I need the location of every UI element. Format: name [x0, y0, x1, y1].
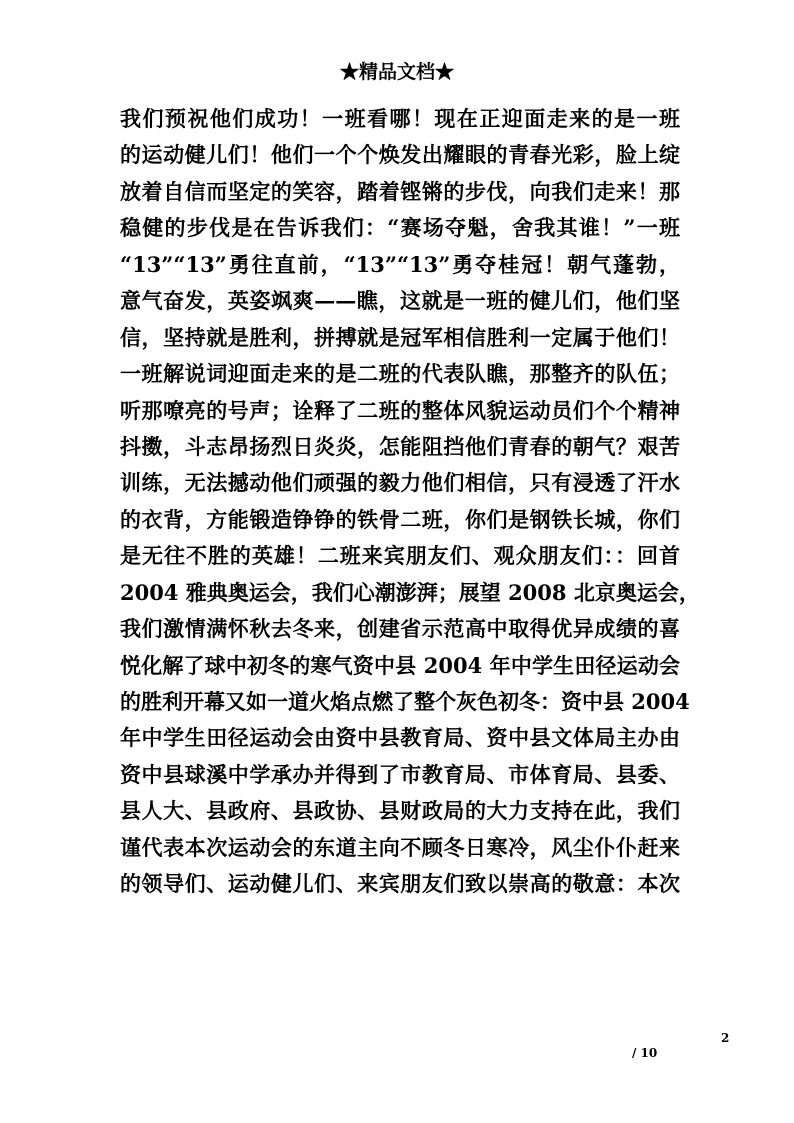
body-line: 悦化解了球中初冬的寒气资中县 2004 年中学生田径运动会 [120, 652, 680, 678]
page-total: / 10 [632, 1046, 658, 1060]
body-line: 信，坚持就是胜利，拼搏就是冠军相信胜利一定属于他们！ [120, 324, 680, 350]
body-line: “13”“13”勇往直前，“13”“13”勇夺桂冠！朝气蓬勃， [120, 251, 680, 277]
body-line: 我们激情满怀秋去冬来，创建省示范高中取得优异成绩的喜 [120, 616, 680, 642]
body-line: 训练，无法撼动他们顽强的毅力他们相信，只有浸透了汗水 [120, 470, 680, 496]
body-line: 的领导们、运动健儿们、来宾朋友们致以崇高的敬意：本次 [120, 871, 680, 897]
body-line: 县人大、县政府、县政协、县财政局的大力支持在此，我们 [120, 798, 680, 824]
page-number: 2 [721, 1031, 730, 1045]
body-line: 的衣背，方能锻造铮铮的铁骨二班，你们是钢铁长城，你们 [120, 506, 680, 532]
body-line: 抖擞，斗志昂扬烈日炎炎，怎能阻挡他们青春的朝气？艰苦 [120, 433, 680, 459]
body-line: 我们预祝他们成功！一班看哪！现在正迎面走来的是一班 [120, 106, 680, 131]
body-line: 是无往不胜的英雄！二班来宾朋友们、观众朋友们：：回首 [120, 543, 680, 569]
document-header-title: ★精品文档★ [339, 61, 454, 83]
body-line: 谨代表本次运动会的东道主向不顾冬日寒冷，风尘仆仆赶来 [120, 834, 680, 860]
body-line: 放着自信而坚定的笑容，踏着铿锵的步伐，向我们走来！那 [120, 178, 680, 204]
body-line: 年中学生田径运动会由资中县教育局、资中县文体局主办由 [120, 725, 680, 751]
body-line: 稳健的步伐是在告诉我们：“赛场夺魁，舍我其谁！”一班 [120, 215, 680, 241]
body-line: 2004 雅典奥运会，我们心潮澎湃；展望 2008 北京奥运会， [120, 579, 700, 605]
body-line: 听那嘹亮的号声；诠释了二班的整体风貌运动员们个个精神 [120, 397, 680, 423]
body-line: 的运动健儿们！他们一个个焕发出耀眼的青春光彩，脸上绽 [120, 142, 680, 168]
body-line: 一班解说词迎面走来的是二班的代表队瞧，那整齐的队伍； [120, 361, 680, 387]
body-line: 的胜利开幕又如一道火焰点燃了整个灰色初冬：资中县 2004 [120, 689, 690, 714]
document-body [120, 101, 700, 903]
body-line: 资中县球溪中学承办并得到了市教育局、市体育局、县委、 [120, 761, 680, 787]
body-line: 意气奋发，英姿飒爽——瞧，这就是一班的健儿们，他们坚 [120, 288, 680, 314]
